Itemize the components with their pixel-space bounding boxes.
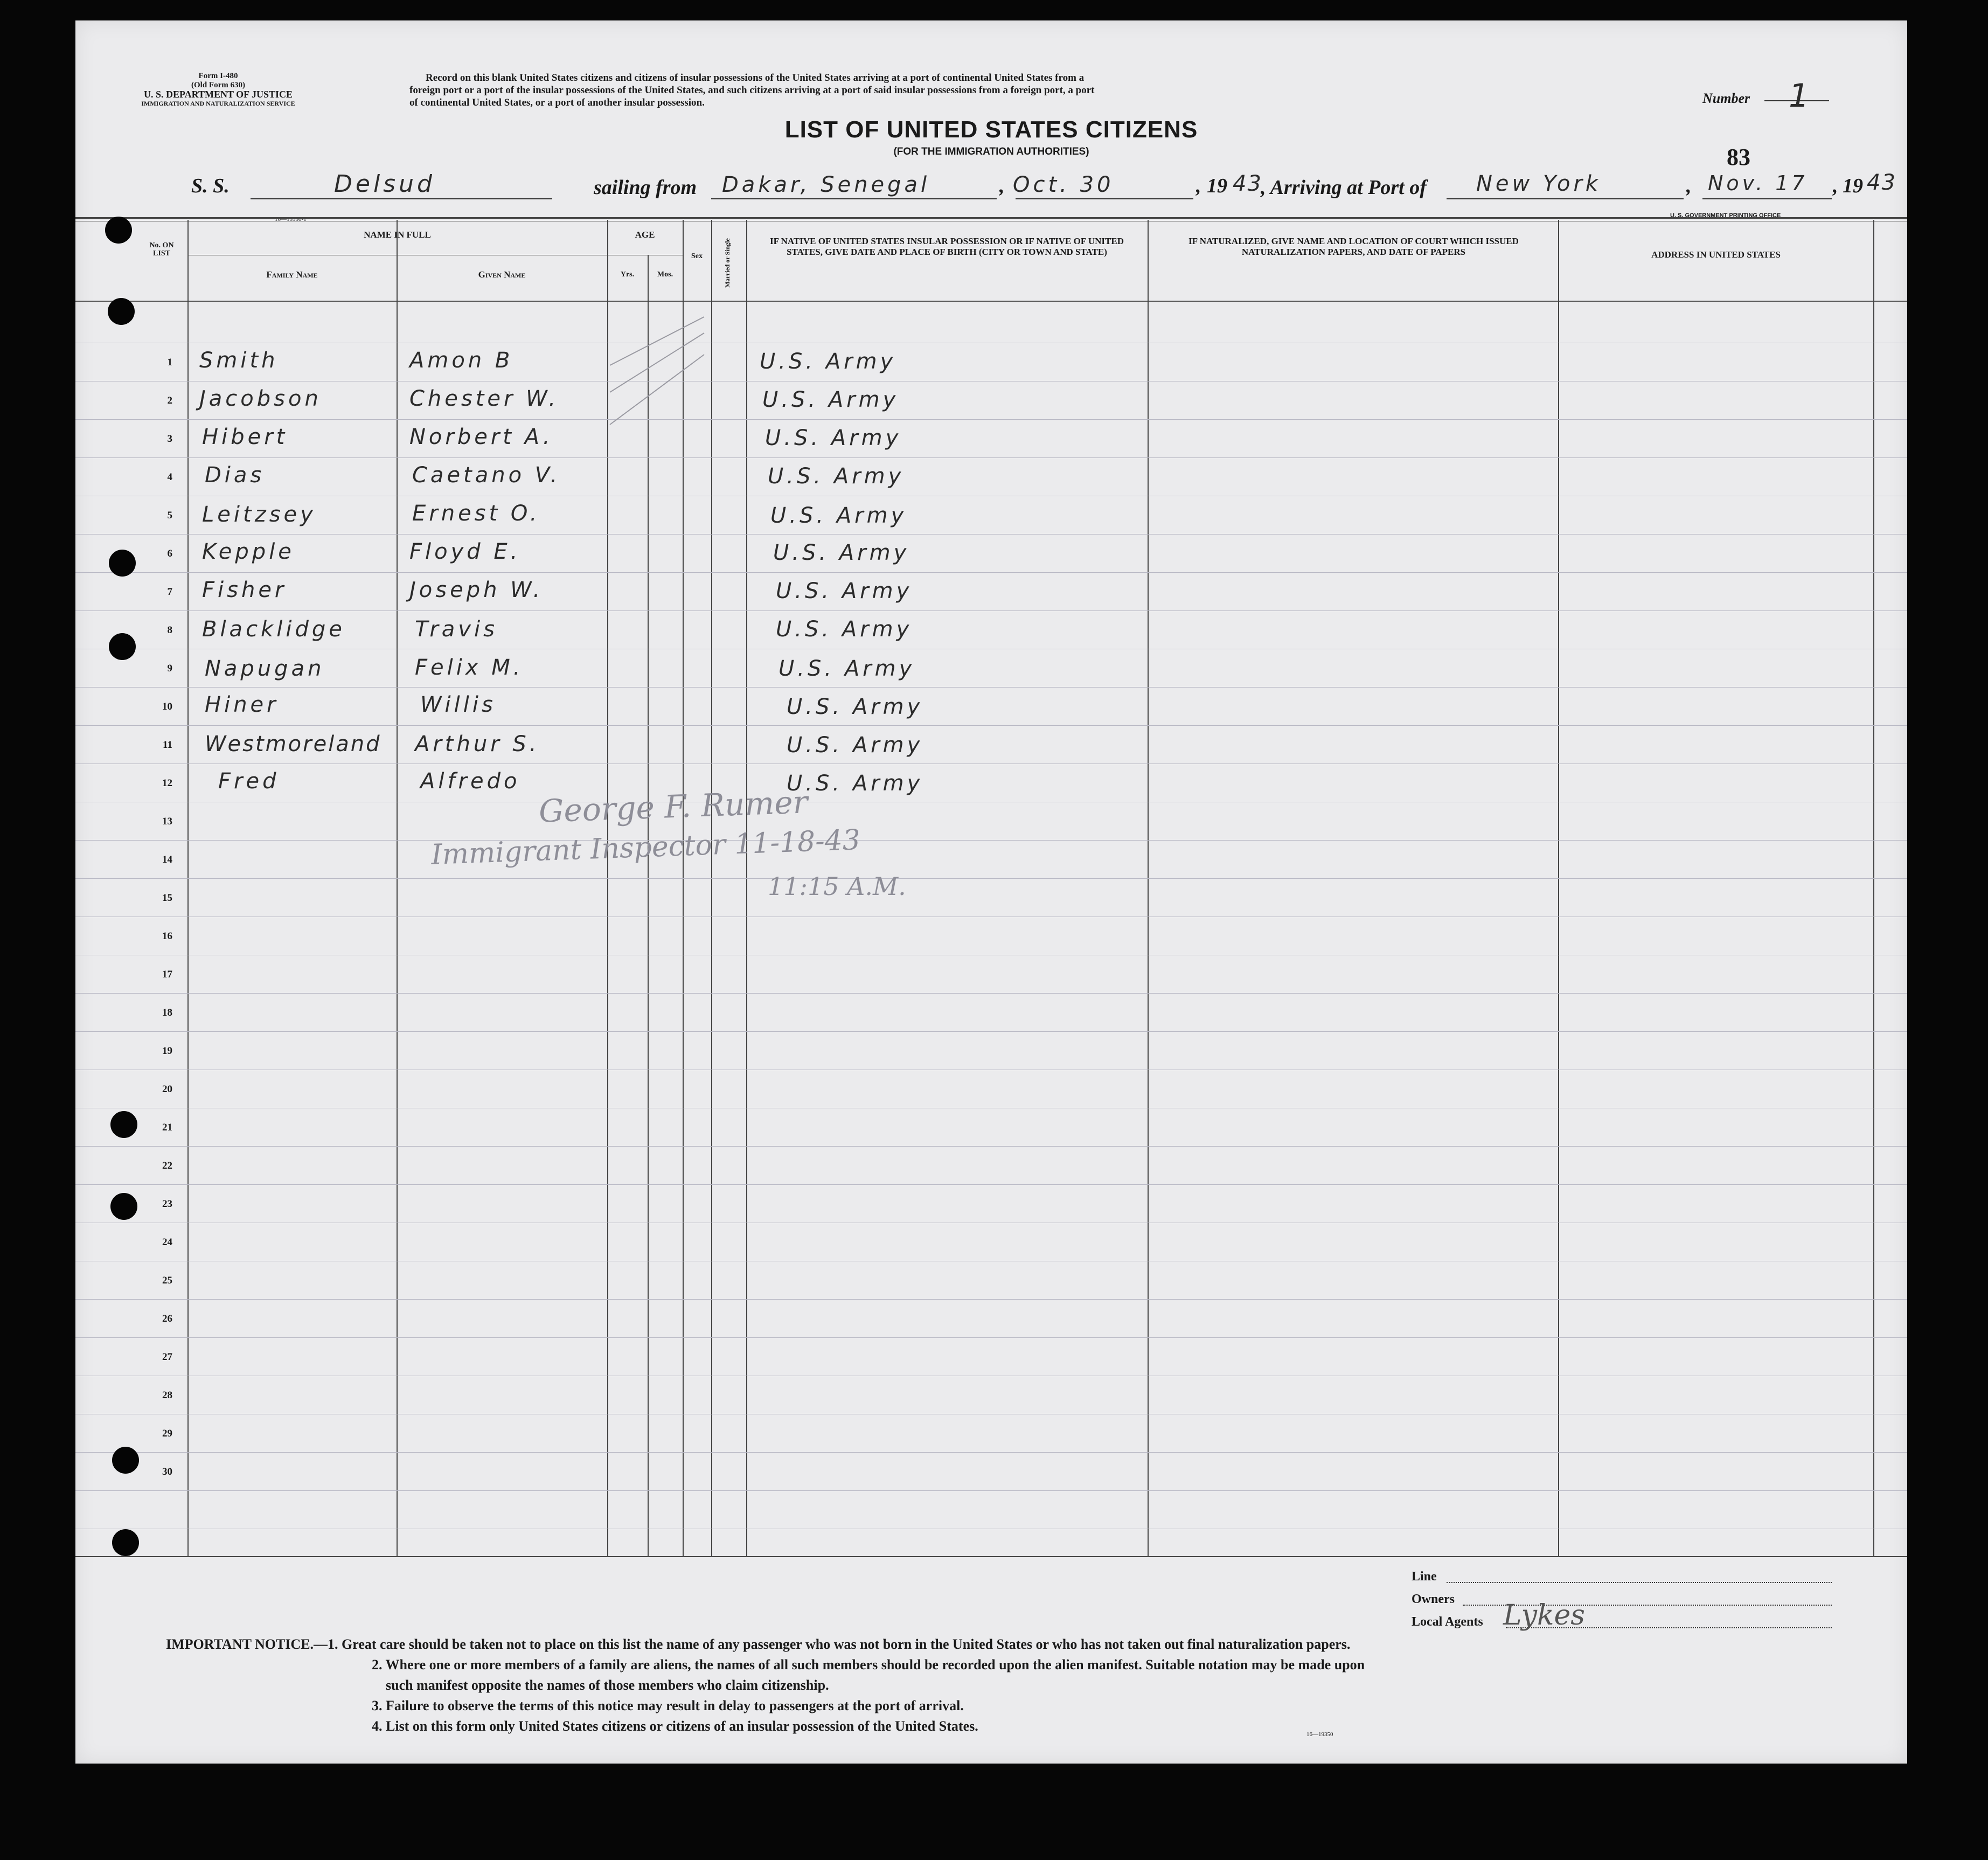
table-row: [75, 1337, 1907, 1376]
header-sex: Sex: [691, 252, 703, 260]
depart-year-prefix: 19: [1207, 175, 1227, 197]
row-number: 14: [162, 854, 172, 865]
service-name: IMMIGRATION AND NATURALIZATION SERVICE: [141, 100, 295, 107]
row-number: 27: [162, 1351, 172, 1363]
table-row: [75, 343, 1907, 381]
department-name: U. S. DEPARTMENT OF JUSTICE: [143, 89, 293, 100]
row-number: 24: [162, 1237, 172, 1248]
inspector-signature: George F. Rumer: [538, 783, 809, 830]
record-line: foreign port or a port of the insular possessions of the United States, and such citizens arriving at a port of said insular possessions from a foreign port, a port: [409, 85, 1095, 96]
given-name: Joseph W.: [409, 578, 544, 602]
record-line: of continental United States, or a port of another insular possession.: [409, 97, 705, 108]
given-name: Alfredo: [420, 769, 520, 794]
birth-place: U.S. Army: [787, 733, 923, 758]
table-row: [75, 802, 1907, 840]
row-number: 16: [162, 931, 172, 942]
manifest-page: [75, 20, 1907, 1764]
header-no-on-list: No. ON LIST: [149, 241, 174, 258]
notice-label: IMPORTANT NOTICE.—: [166, 1636, 328, 1652]
arrive-date-underline: [1702, 198, 1832, 199]
table-row: [75, 725, 1907, 764]
punch-hole: [112, 1447, 139, 1474]
birth-place: U.S. Army: [765, 426, 902, 450]
inspector-title: Immigrant Inspector 11-18-43: [430, 824, 861, 871]
row-number: 18: [162, 1007, 172, 1018]
punch-hole: [112, 1529, 139, 1556]
table-row: [75, 1146, 1907, 1184]
birth-place: U.S. Army: [778, 656, 915, 681]
given-name: Caetano V.: [412, 463, 561, 488]
table-row: [75, 878, 1907, 917]
table-row: [75, 917, 1907, 955]
table-row: [75, 496, 1907, 534]
family-name: Fred: [218, 769, 280, 794]
family-name: Smith: [199, 348, 279, 373]
header-native: IF NATIVE OF UNITED STATES INSULAR POSSESSION OR IF NATIVE OF UNITED STATES, GIVE DATE AND PLACE OF BIRTH (CITY OR TOWN AND STATE): [770, 236, 1124, 257]
row-number: 25: [162, 1275, 172, 1286]
row-number: 22: [162, 1160, 172, 1171]
local-agents-label: Local Agents: [1412, 1615, 1483, 1629]
family-name: Napugan: [205, 656, 325, 681]
record-instructions: [409, 72, 1692, 109]
arriving-label: , Arriving at Port of: [1261, 176, 1427, 199]
depart-date-underline: [1016, 198, 1193, 199]
record-line: Record on this blank United States citizens and citizens of insular possessions of the United States arriving at a port of continental United States from a: [426, 72, 1085, 84]
header-family-name: Family Name: [266, 269, 318, 280]
comma: ,: [1686, 175, 1692, 197]
stamp-number: 83: [1727, 144, 1750, 170]
row-number: 11: [163, 739, 172, 751]
row-number: 7: [167, 586, 172, 598]
comma: ,: [1833, 175, 1838, 197]
rule-line: [75, 1490, 1907, 1491]
notice-2-continued: such manifest opposite the names of those members who claim citizenship.: [386, 1677, 829, 1693]
table-row: [75, 764, 1907, 802]
family-name: Westmoreland: [205, 732, 381, 757]
row-number: 1: [167, 357, 172, 368]
print-code-bottom: 16—19350: [1306, 1731, 1333, 1738]
given-name: Willis: [420, 692, 496, 717]
ship-underline: [251, 198, 552, 199]
birth-place: U.S. Army: [768, 464, 905, 489]
table-row: [75, 1070, 1907, 1108]
row-number: 15: [162, 892, 172, 904]
line-field: [1447, 1582, 1832, 1583]
row-number: 8: [167, 624, 172, 636]
given-name: Amon B: [409, 348, 513, 373]
page-title: LIST OF UNITED STATES CITIZENS: [784, 116, 1198, 143]
birth-place: U.S. Army: [762, 387, 899, 412]
punch-hole: [110, 1193, 137, 1220]
ss-label: S. S.: [191, 175, 230, 197]
header-age-mos: Mos.: [657, 270, 673, 279]
table-row: [75, 381, 1907, 419]
header-age-yrs: Yrs.: [620, 270, 635, 279]
table-row: [75, 1299, 1907, 1337]
punch-hole: [108, 298, 135, 325]
table-row: [75, 649, 1907, 687]
given-name: Chester W.: [409, 386, 559, 411]
given-name: Ernest O.: [412, 501, 540, 526]
number-label: Number: [1702, 91, 1750, 106]
family-name: Hibert: [202, 425, 288, 449]
table-row: [75, 1414, 1907, 1452]
notice-2: 2. Where one or more members of a family are aliens, the names of all such members should be recorded upon the alien manifest. Suitable notation may be made upon: [372, 1657, 1365, 1672]
important-notice: [166, 1634, 1890, 1737]
form-number: Form I-480: [198, 72, 238, 80]
depart-year-suffix: 43: [1233, 171, 1262, 196]
page-subtitle: (FOR THE IMMIGRATION AUTHORITIES): [893, 146, 1089, 157]
birth-place: U.S. Army: [776, 617, 913, 642]
birth-place: U.S. Army: [787, 695, 923, 719]
table-row: [75, 1184, 1907, 1223]
comma: ,: [1196, 175, 1201, 197]
header-naturalized: IF NATURALIZED, GIVE NAME AND LOCATION OF COURT WHICH ISSUED NATURALIZATION PAPERS, AND DATE OF PAPERS: [1188, 236, 1519, 257]
row-number: 13: [162, 816, 172, 827]
table-row: [75, 1452, 1907, 1490]
notice-3: 3. Failure to observe the terms of this notice may result in delay to passengers at the port of arrival.: [372, 1698, 964, 1713]
family-name: Blacklidge: [202, 617, 345, 642]
table-row: [75, 993, 1907, 1031]
header-married-single: Married or Single: [724, 238, 731, 288]
row-number: 29: [162, 1428, 172, 1439]
table-bottom-border: [75, 1556, 1907, 1557]
birth-place: U.S. Army: [773, 540, 910, 565]
arrive-date: Nov. 17: [1708, 171, 1808, 195]
table-row: [75, 840, 1907, 878]
arrive-year-prefix: 19: [1843, 175, 1863, 197]
row-number: 2: [167, 395, 172, 406]
table-row: [75, 955, 1907, 993]
header-name-in-full: NAME IN FULL: [364, 230, 431, 240]
row-number: 17: [162, 969, 172, 980]
arrive-year-suffix: 43: [1867, 170, 1896, 195]
family-name: Fisher: [202, 578, 287, 602]
birth-place: U.S. Army: [760, 349, 896, 374]
row-number: 9: [167, 663, 172, 674]
birth-place: U.S. Army: [787, 771, 923, 796]
row-number: 4: [167, 471, 172, 483]
header-address: ADDRESS IN UNITED STATES: [1651, 249, 1781, 260]
comma: ,: [999, 175, 1005, 197]
row-number: 10: [162, 701, 172, 712]
row-number: 28: [162, 1390, 172, 1401]
row-number: 19: [162, 1045, 172, 1057]
to-port: New York: [1476, 171, 1602, 196]
birth-place: U.S. Army: [776, 579, 913, 603]
notice-line-1: [166, 1634, 1890, 1655]
header-age: AGE: [635, 230, 655, 240]
table-row: [75, 419, 1907, 457]
row-number: 6: [167, 548, 172, 559]
family-name: Jacobson: [199, 386, 322, 411]
sailing-label: sailing from: [594, 176, 697, 199]
row-number: 3: [167, 433, 172, 445]
line-label: Line: [1412, 1570, 1437, 1584]
table-row: [75, 572, 1907, 610]
number-value: 1: [1789, 77, 1813, 115]
print-code-top: 16—19350-1: [275, 216, 307, 223]
family-name: Hiner: [205, 692, 279, 717]
row-number: 21: [162, 1122, 172, 1133]
row-number: 5: [167, 510, 172, 521]
table-top-border: [75, 217, 1907, 219]
table-row: [75, 457, 1907, 496]
punch-hole: [105, 217, 132, 244]
table-row: [75, 1376, 1907, 1414]
given-name: Floyd E.: [409, 539, 521, 564]
row-number: 12: [162, 778, 172, 789]
table-row: [75, 1223, 1907, 1261]
table-row: [75, 1108, 1907, 1146]
print-office: U. S. GOVERNMENT PRINTING OFFICE: [1670, 212, 1781, 219]
row-number: 26: [162, 1313, 172, 1324]
punch-hole: [110, 1111, 137, 1138]
given-name: Felix M.: [415, 655, 524, 680]
table-row: [75, 687, 1907, 725]
row-number: 30: [162, 1466, 172, 1477]
inspection-time: 11:15 A.M.: [768, 872, 906, 901]
row-number: 23: [162, 1198, 172, 1210]
header-given-name: Given Name: [478, 269, 526, 280]
row-number: 20: [162, 1084, 172, 1095]
local-agents-value: Lykes: [1503, 1599, 1585, 1632]
birth-place: U.S. Army: [770, 503, 907, 528]
family-name: Kepple: [202, 539, 295, 564]
table-row: [75, 1261, 1907, 1299]
punch-hole: [109, 550, 136, 577]
form-identifier: [124, 72, 312, 108]
family-name: Dias: [205, 463, 265, 488]
ship-name: Delsud: [334, 170, 435, 198]
depart-date: Oct. 30: [1013, 172, 1114, 197]
table-row: [75, 534, 1907, 572]
header-bottom-border: [75, 301, 1907, 302]
notice-1: 1. Great care should be taken not to place on this list the name of any passenger who was not born in the United States or who has not taken out final naturalization papers.: [328, 1636, 1351, 1652]
given-name: Travis: [415, 617, 498, 642]
table-row: [75, 610, 1907, 649]
to-port-underline: [1447, 198, 1684, 199]
punch-hole: [109, 633, 136, 660]
from-port-underline: [711, 198, 997, 199]
notice-4: 4. List on this form only United States citizens or citizens of an insular possession of the United States.: [372, 1718, 978, 1734]
family-name: Leitzsey: [202, 502, 316, 527]
given-name: Arthur S.: [415, 732, 540, 757]
old-form-number: (Old Form 630): [191, 81, 245, 89]
given-name: Norbert A.: [409, 425, 553, 449]
from-port: Dakar, Senegal: [722, 172, 930, 197]
owners-label: Owners: [1412, 1592, 1455, 1606]
table-row: [75, 1031, 1907, 1070]
